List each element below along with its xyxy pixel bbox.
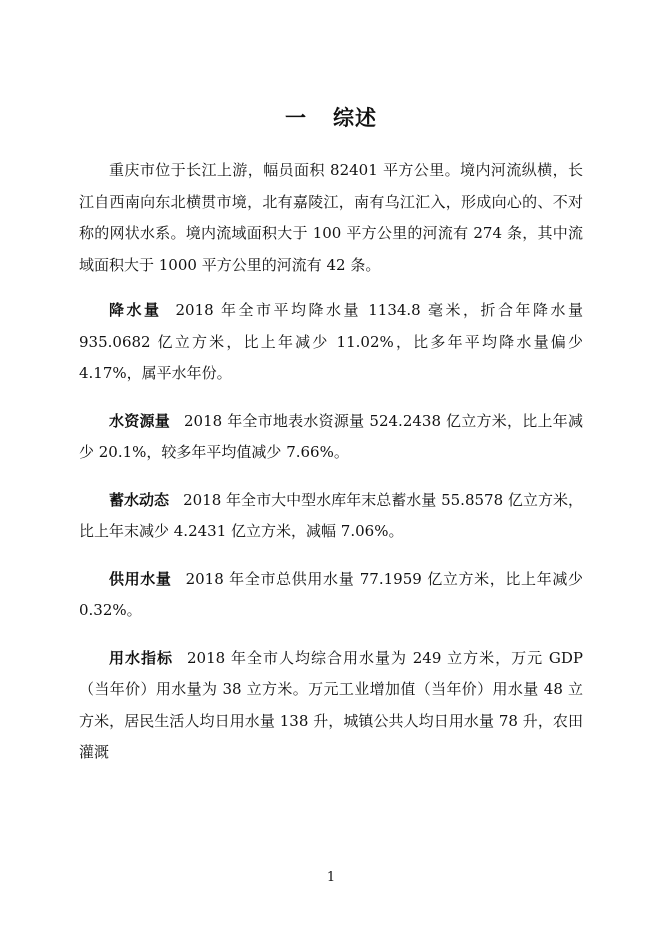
section-number: 一 xyxy=(285,106,307,130)
paragraph-text: 2018 年全市平均降水量 1134.8 毫米，折合年降水量 935.0682 亿立方米，比上年减少 11.02%，比多年平均降水量偏少 4.17%，属平水年份。 xyxy=(79,301,583,382)
paragraph-storage xyxy=(79,485,583,548)
paragraph-overview xyxy=(79,155,583,281)
paragraph-term: 用水指标 xyxy=(109,648,174,667)
paragraph-term: 水资源量 xyxy=(109,411,170,430)
paragraph-term: 供用水量 xyxy=(109,569,172,588)
page-number: 1 xyxy=(326,870,336,885)
paragraph-term: 降水量 xyxy=(109,301,162,319)
paragraph-text: 2018 年全市地表水资源量 524.2438 亿立方米，比上年减少 20.1%，较多年平均值减少 7.66%。 xyxy=(79,411,583,461)
paragraph-supply-use xyxy=(79,564,583,627)
paragraph-term: 蓄水动态 xyxy=(109,490,170,509)
paragraph-water-resources xyxy=(79,406,583,469)
paragraph-precipitation xyxy=(79,295,583,390)
paragraph-text: 2018 年全市大中型水库年末总蓄水量 55.8578 亿立方米，比上年末减少 4.2431 亿立方米，减幅 7.06%。 xyxy=(79,490,583,540)
paragraph-text: 重庆市位于长江上游，幅员面积 82401 平方公里。境内河流纵横，长江自西南向东北横贯市境，北有嘉陵江，南有乌江汇入，形成向心的、不对称的网状水系。境内流域面积大于 100 平方公里的河流有 274 条，其中流域面积大于 1000 平方公里的河流有 42 条。 xyxy=(79,161,583,274)
paragraph-text: 2018 年全市人均综合用水量为 249 立方米，万元 GDP（当年价）用水量为 38 立方米。万元工业增加值（当年价）用水量 48 立方米，居民生活人均日用水量 138 升，城镇公共人均日用水量 78 升，农田灌溉 xyxy=(79,648,583,761)
paragraph-text: 2018 年全市总供用水量 77.1959 亿立方米，比上年减少 0.32%。 xyxy=(79,569,583,619)
section-title-text: 综述 xyxy=(333,106,377,130)
paragraph-use-indicators xyxy=(79,643,583,769)
section-title xyxy=(0,102,662,132)
body-text xyxy=(79,155,583,785)
